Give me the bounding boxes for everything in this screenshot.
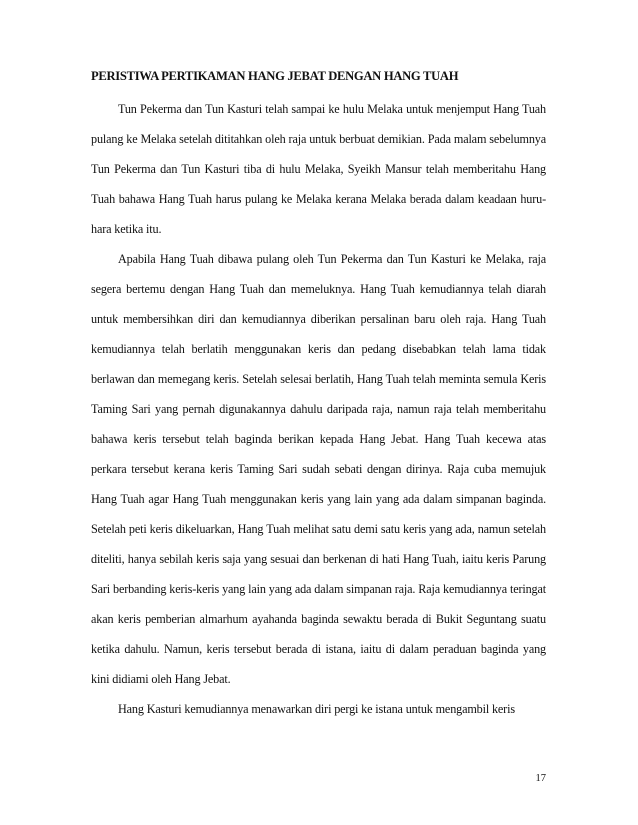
page-number: 17 [535, 773, 546, 784]
document-page [91, 66, 546, 724]
paragraph-1: Tun Pekerma dan Tun Kasturi telah sampai ke hulu Melaka untuk menjemput Hang Tuah pulang ke Melaka setelah dititahkan oleh raja untuk berbuat demikian. Pada malam sebelumnya Tun Pekerma dan Tun Kasturi tiba di hulu Melaka, Syeikh Mansur telah memberitahu Hang Tuah bahawa Hang Tuah harus pulang ke Melaka kerana Melaka berada dalam keadaan huru-hara ketika itu. [91, 102, 546, 236]
paragraph-3: Hang Kasturi kemudiannya menawarkan diri pergi ke istana untuk mengambil keris [118, 702, 515, 716]
section-heading: PERISTIWA PERTIKAMAN HANG JEBAT DENGAN HANG TUAH [91, 69, 459, 83]
paragraph-2: Apabila Hang Tuah dibawa pulang oleh Tun Pekerma dan Tun Kasturi ke Melaka, raja segera bertemu dengan Hang Tuah dan memeluknya. Hang Tuah kemudiannya telah diarah untuk membersihkan diri dan kemudiannya diberikan persalinan baru oleh raja. Hang Tuah kemudiannya telah berlatih menggunakan keris dan pedang disebabkan telah lama tidak berlawan dan memegang keris. Setelah selesai berlatih, Hang Tuah telah meminta semula Keris Taming Sari yang pernah digunakannya dahulu daripada raja, namun raja telah memberitahu bahawa keris tersebut telah baginda berikan kepada Hang Jebat. Hang Tuah kecewa atas perkara tersebut kerana keris Taming Sari sudah sebati dengan dirinya. Raja cuba memujuk Hang Tuah agar Hang Tuah menggunakan keris yang lain yang ada dalam simpanan baginda. Setelah peti keris dikeluarkan, Hang Tuah melihat satu demi satu keris yang ada, namun setelah diteliti, hanya sebilah keris saja yang sesuai dan berkenan di hati Hang Tuah, iaitu keris Parung Sari berbanding keris-keris yang lain yang ada dalam simpanan raja. Raja kemudiannya teringat akan keris pemberian almarhum ayahanda baginda sewaktu berada di Bukit Seguntang suatu ketika dahulu. Namun, keris tersebut berada di istana, iaitu di dalam peraduan baginda yang kini didiami oleh Hang Jebat. [91, 252, 546, 686]
